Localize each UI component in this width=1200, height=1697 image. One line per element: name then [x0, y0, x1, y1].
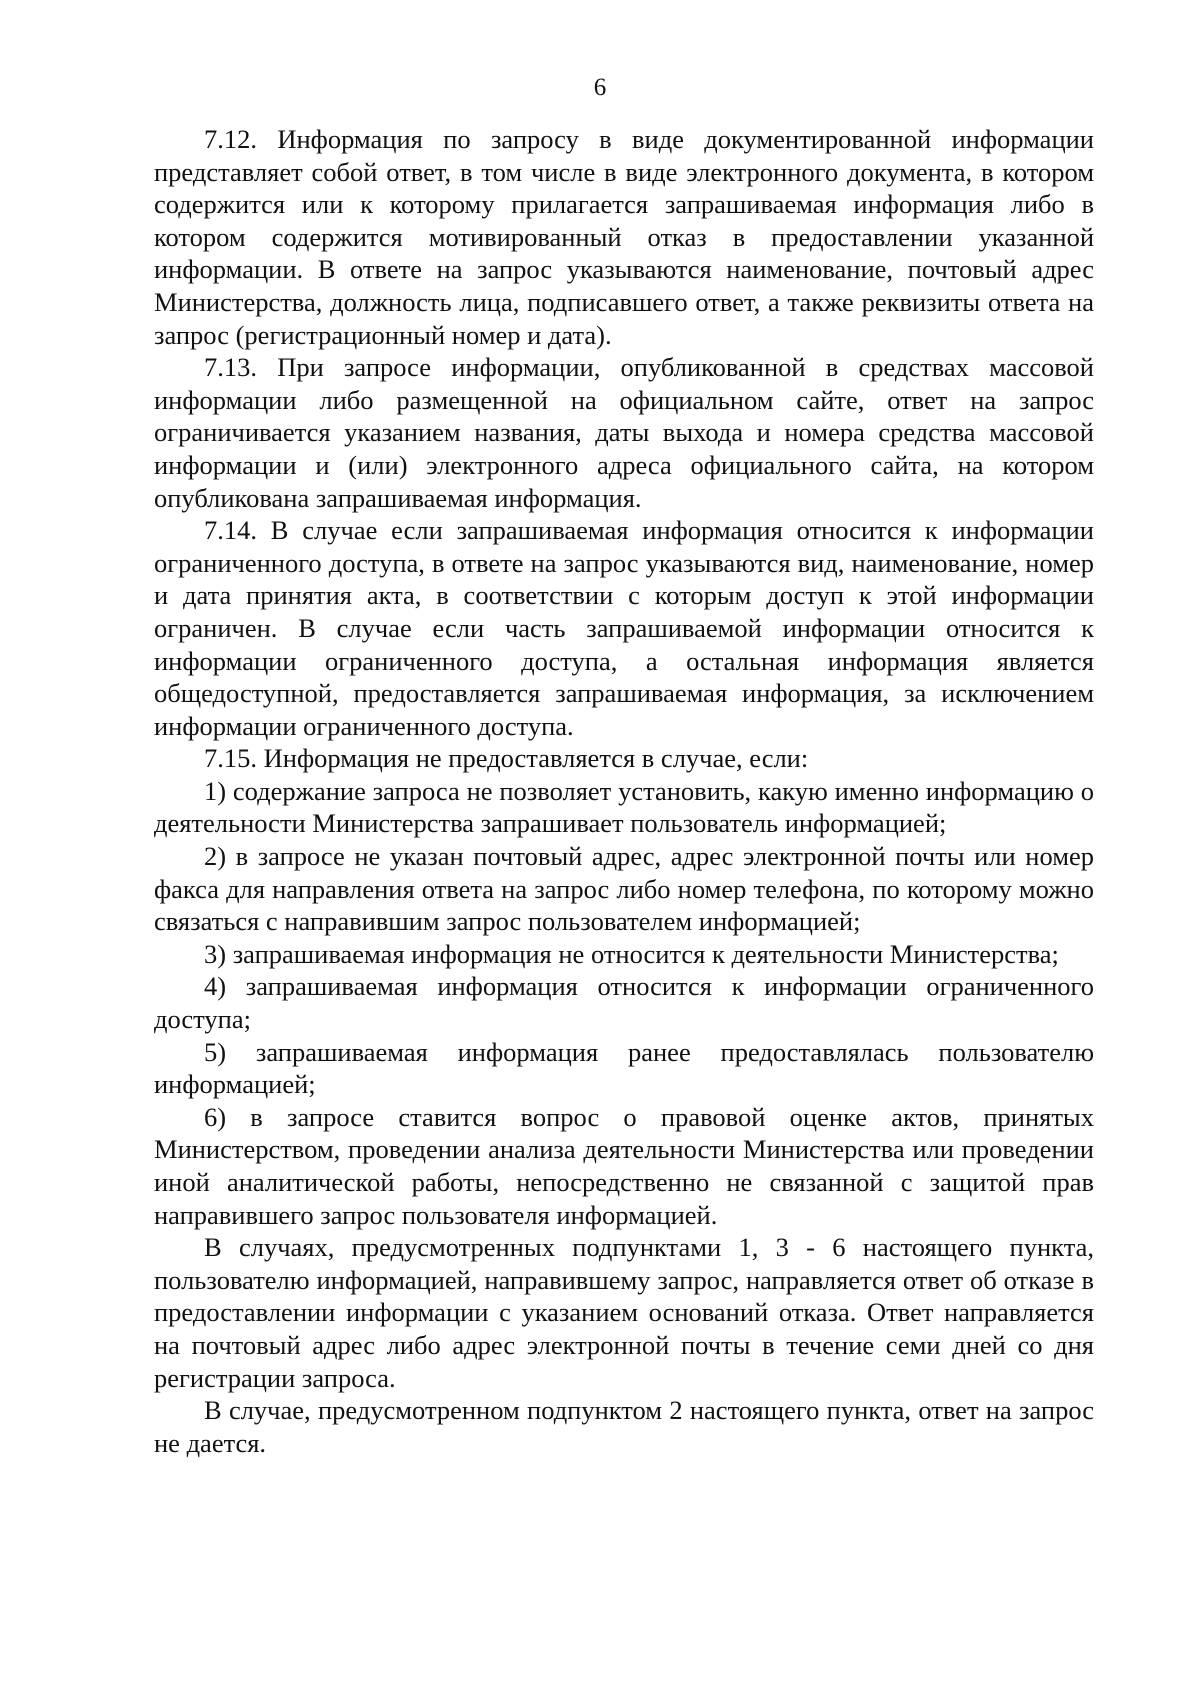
list-item-5: 5) запрашиваемая информация ранее предоставлялась пользователю информацией;: [154, 1036, 1094, 1100]
list-item-4: 4) запрашиваемая информация относится к информации ограниченного доступа;: [154, 971, 1094, 1035]
paragraph-7-14: 7.14. В случае если запрашиваемая информация относится к информации ограниченного доступа, в ответе на запрос указываются вид, наименование, номер и дата принятия акта, в соответствии с которым доступ к этой информации ограничен. В случае если часть запрашиваемой информации относится к информации ограниченного доступа, а остальная информация является общедоступной, предоставляется запрашиваемая информация, за исключением информации ограниченного доступа.: [154, 515, 1094, 741]
list-item-3: 3) запрашиваемая информация не относится к деятельности Министерства;: [204, 938, 1059, 969]
paragraph-no-answer-case: В случае, предусмотренном подпунктом 2 настоящего пункта, ответ на запрос не дается.: [154, 1395, 1094, 1458]
paragraph-7-12: 7.12. Информация по запросу в виде документированной информации представляет собой ответ, в том числе в виде электронного документа, в котором содержится или к которому прилагается запрашиваемая информация либо в котором содержится мотивированный отказ в предоставлении указанной информации. В ответе на запрос указываются наименование, почтовый адрес Министерства, должность лица, подписавшего ответ, а также реквизиты ответа на запрос (регистрационный номер и дата).: [154, 124, 1094, 350]
paragraph-7-15: 7.15. Информация не предоставляется в случае, если:: [204, 743, 809, 774]
paragraph-refusal-cases: В случаях, предусмотренных подпунктами 1, 3 - 6 настоящего пункта, пользователю информацией, направившему запрос, направляется ответ об отказе в предоставлении информации с указанием оснований отказа. Ответ направляется на почтовый адрес либо адрес электронной почты в течение семи дней со дня регистрации запроса.: [154, 1232, 1094, 1393]
document-body: [154, 123, 1094, 1459]
paragraph-7-13: 7.13. При запросе информации, опубликованной в средствах массовой информации либо размещенной на официальном сайте, ответ на запрос ограничивается указанием названия, даты выхода и номера средства массовой информации и (или) электронного адреса официального сайта, на котором опубликована запрашиваемая информация.: [154, 352, 1094, 513]
list-item-6: 6) в запросе ставится вопрос о правовой оценке актов, принятых Министерством, проведении анализа деятельности Министерства или проведении иной аналитической работы, непосредственно не связанной с защитой прав направившего запрос пользователя информацией.: [154, 1101, 1094, 1230]
list-item-2: 2) в запросе не указан почтовый адрес, адрес электронной почты или номер факса для направления ответа на запрос либо номер телефона, по которому можно связаться с направившим запрос пользователем информацией;: [154, 841, 1094, 937]
page-number: 6: [593, 74, 607, 101]
list-item-1: 1) содержание запроса не позволяет установить, какую именно информацию о деятельности Министерства запрашивает пользователь информацией;: [154, 775, 1094, 839]
